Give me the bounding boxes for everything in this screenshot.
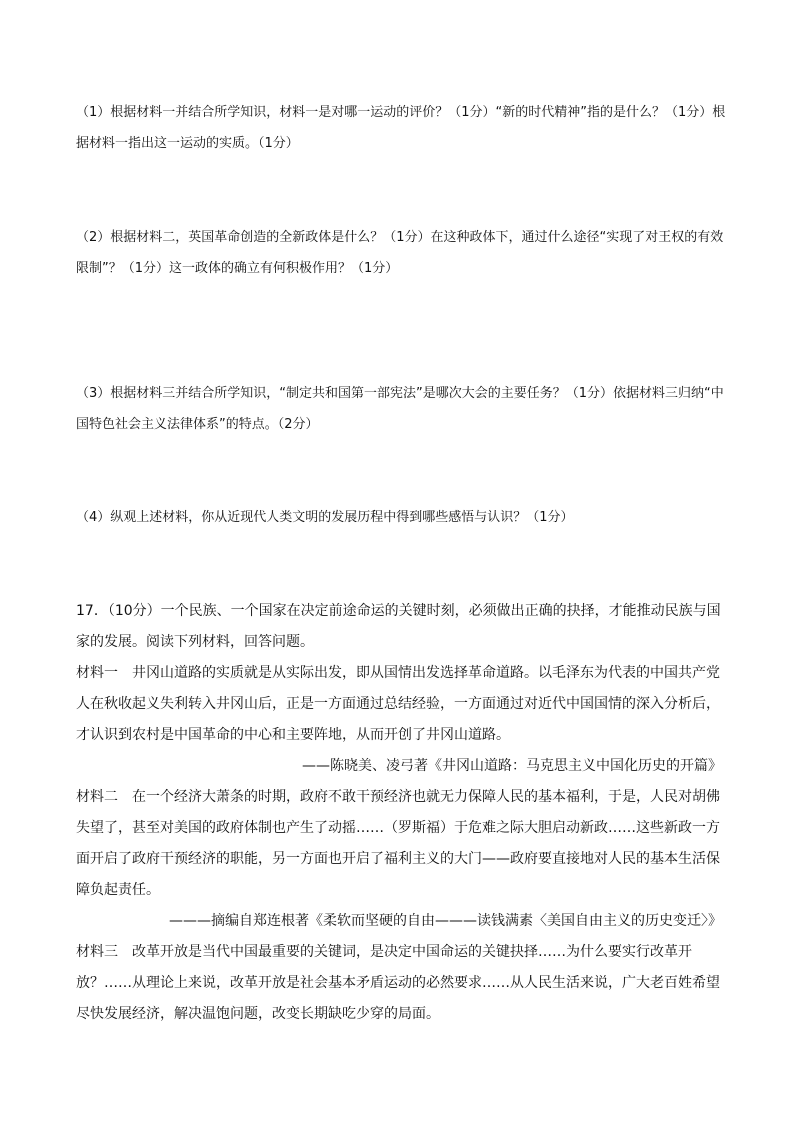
question-17-intro: 17．（10分）一个民族、一个国家在决定前途命运的关键时刻，必须做出正确的抉择，才能推动民族与国家的发展。阅读下列材料，回答问题。	[76, 603, 721, 650]
material-2: 材料二 在一个经济大萧条的时期，政府不敢干预经济也就无力保障人民的基本福利，于是，人民对胡佛失望了，甚至对美国的政府体制也产生了动摇……（罗斯福）于危难之际大胆启动新政……这些新政一方面开启了政府干预经济的职能，另一方面也开启了福利主义的大门——政府要直接地对人民的基本生活保障负起责任。	[76, 789, 720, 898]
question-2: （2）根据材料二，英国革命创造的全新政体是什么？（1分）在这种政体下，通过什么途径“实现了对王权的有效限制”？（1分）这一政体的确立有何积极作用？（1分）	[76, 230, 724, 276]
question-3: （3）根据材料三并结合所学知识，“制定共和国第一部宪法”是哪次大会的主要任务？（1分）依据材料三归纳“中国特色社会主义法律体系”的特点。（2分）	[76, 386, 724, 432]
question-4: （4）纵观上述材料，你从近现代人类文明的发展历程中得到哪些感悟与认识？（1分）	[76, 510, 574, 525]
material-1-source: ——陈晓美、凌弓著《井冈山道路：马克思主义中国化历史的开篇》	[302, 758, 722, 774]
material-1: 材料一 井冈山道路的实质就是从实际出发，即从国情出发选择革命道路。以毛泽东为代表的中国共产党人在秋收起义失利转入井冈山后，正是一方面通过总结经验，一方面通过对近代中国国情的深入分析后，才认识到农村是中国革命的中心和主要阵地，从而开创了井冈山道路。	[76, 665, 720, 743]
question-17	[76, 596, 722, 1030]
material-3: 材料三 改革开放是当代中国最重要的关键词，是决定中国命运的关键抉择……为什么要实行改革开放？……从理论上来说，改革开放是社会基本矛盾运动的必然要求……从人民生活来说，广大老百姓希望尽快发展经济，解决温饱问题，改变长期缺吃少穿的局面。	[76, 944, 720, 1022]
material-2-source: ———摘编自郑连根著《柔软而坚硬的自由———读钱满素〈美国自由主义的历史变迁〉》	[169, 913, 722, 929]
question-1: （1）根据材料一并结合所学知识，材料一是对哪一运动的评价？（1分）“新的时代精神”指的是什么？（1分）根据材料一指出这一运动的实质。（1分）	[76, 105, 726, 151]
